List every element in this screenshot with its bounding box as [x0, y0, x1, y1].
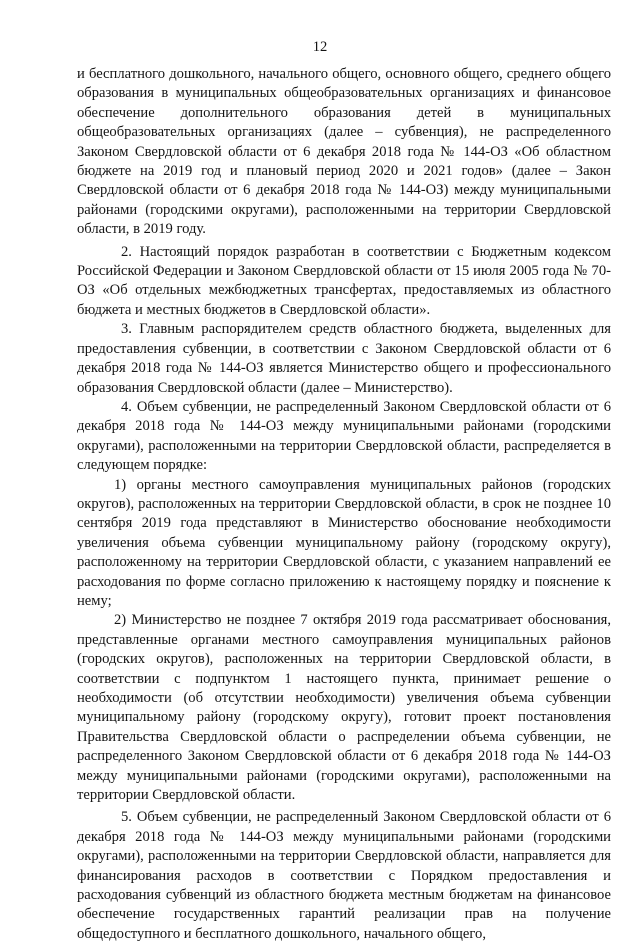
document-body — [77, 65, 611, 944]
paragraph-item-3: 3. Главным распорядителем средств областного бюджета, выделенных для предоставления субвенции, в соответствии с Законом Свердловской области от 6 декабря 2018 года № 144-ОЗ является Министерство общего и профессионального образования Свердловской области (далее – Министерство). — [77, 321, 611, 396]
subparagraph-2: 2) Министерство не позднее 7 октября 2019 года рассматривает обоснования, представленные органами местного самоуправления муниципальных районов (городских округов), расположенных на территории Свердловской области, в соответствии с подпунктом 1 настоящего пункта, принимает решение о необходимости (об отсутствии необходимости) увеличения объема субвенции муниципальному району (городскому округу), готовит проект постановления Правительства Свердловской области о распределении объема субвенции, не распределенного Законом Свердловской области от 6 декабря 2018 года № 144-ОЗ между муниципальными районами (городскими округами), расположенными на территории Свердловской области. — [77, 612, 611, 804]
paragraph-item-2: 2. Настоящий порядок разработан в соответствии с Бюджетным кодексом Российской Федерации и Законом Свердловской области от 15 июля 2005 года № 70-ОЗ «Об отдельных межбюджетных трансфертах, предоставляемых из областного бюджета и местных бюджетов в Свердловской области». — [77, 243, 611, 318]
paragraph-item-4: 4. Объем субвенции, не распределенный Законом Свердловской области от 6 декабря 2018 года № 144-ОЗ между муниципальными районами (городскими округами), расположенными на территории Свердловской области, распределяется в следующем порядке: — [77, 398, 611, 474]
paragraph-item-5: 5. Объем субвенции, не распределенный Законом Свердловской области от 6 декабря 2018 года № 144-ОЗ между муниципальными районами (городскими округами), расположенными на территории Свердловской области, направляется для финансирования расходов в соответствии с Порядком предоставления и расходования субвенций из областного бюджета местным бюджетам на финансовое обеспечение государственных гарантий реализации прав на получение общедоступного и бесплатного дошкольного, начального общего, — [77, 809, 611, 942]
subparagraph-1: 1) органы местного самоуправления муниципальных районов (городских округов), расположенных на территории Свердловской области, в срок не позднее 10 сентября 2019 года представляют в Министерство обоснование необходимости увеличения объема субвенции муниципальному району (городскому округу), расположенному на территории Свердловской области, с указанием направлений ее расходования по форме согласно приложению к настоящему порядку и пояснение к нему; — [77, 476, 611, 609]
paragraph-continuation: и бесплатного дошкольного, начального общего, основного общего, среднего общего образования в муниципальных общеобразовательных организациях и финансовое обеспечение дополнительного образования детей в муниципальных общеобразовательных организациях (далее – субвенция), не распределенного Законом Свердловской области от 6 декабря 2018 года № 144-ОЗ «Об областном бюджете на 2019 год и плановый период 2020 и 2021 годов» (далее – Закон Свердловской области от 6 декабря 2018 года № 144-ОЗ) между муниципальными районами (городскими округами), расположенными на территории Свердловской области, в 2019 году. — [77, 66, 611, 238]
page-number: 12 — [312, 39, 328, 55]
